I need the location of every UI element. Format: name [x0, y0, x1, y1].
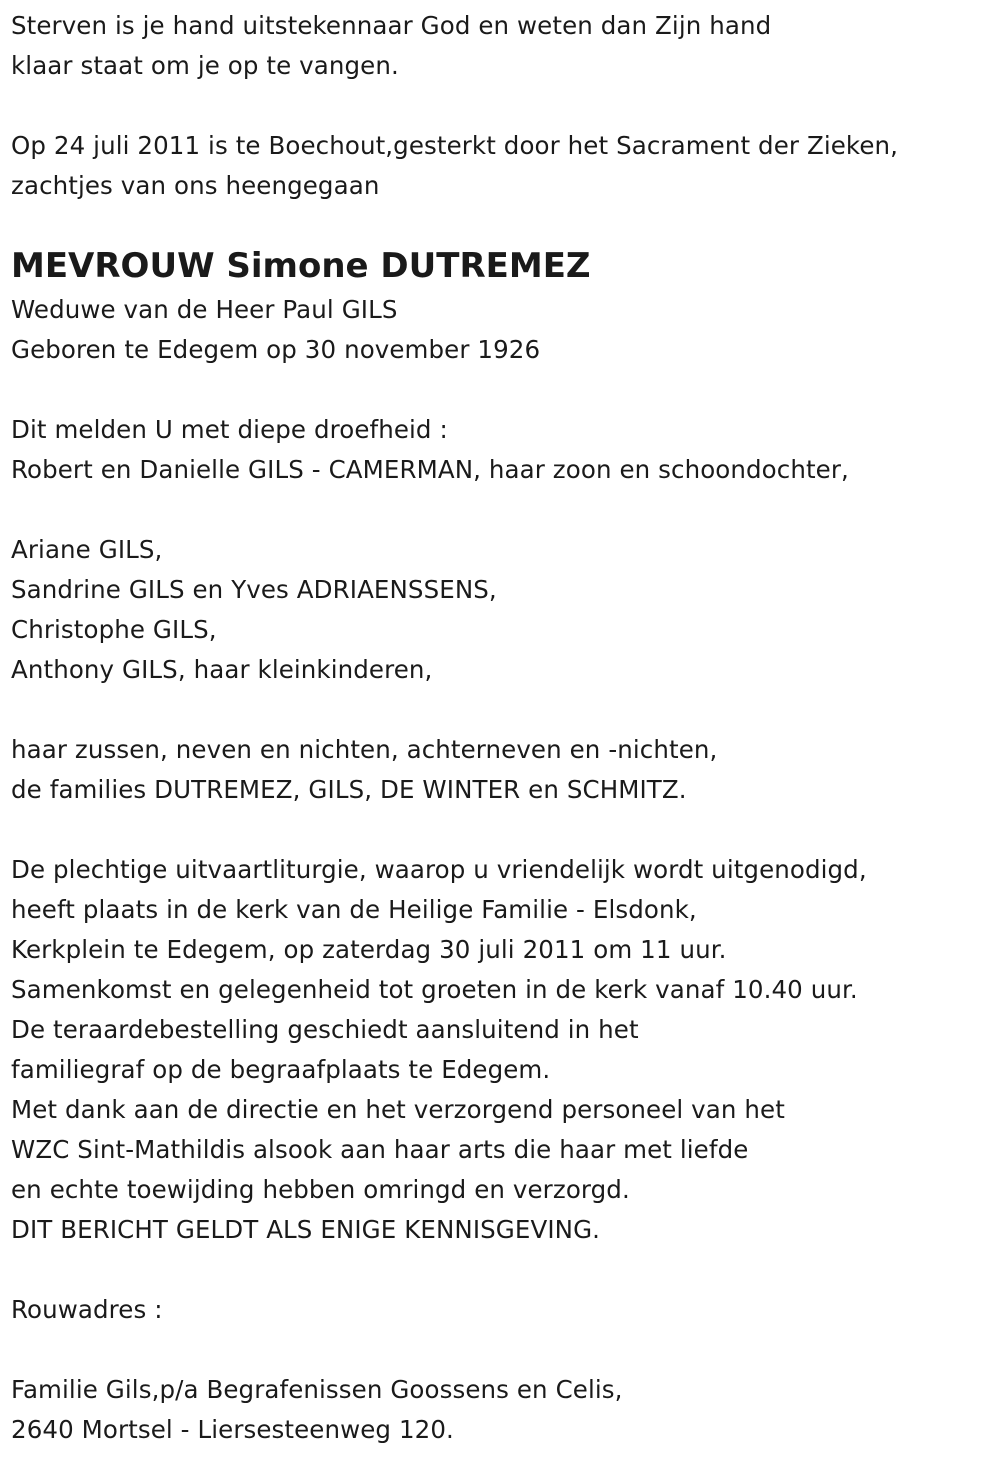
spacer	[11, 690, 991, 730]
spacer	[11, 1250, 991, 1290]
intro-quote-line-2: klaar staat om je op te vangen.	[11, 51, 399, 80]
grandchild-line: Christophe GILS,	[11, 615, 217, 644]
funeral-line: WZC Sint-Mathildis alsook aan haar arts die haar met liefde	[11, 1135, 749, 1164]
spacer	[11, 490, 991, 530]
widow-of-line: Weduwe van de Heer Paul GILS	[11, 295, 398, 324]
funeral-line: De teraardebestelling geschiedt aansluitend in het	[11, 1015, 639, 1044]
spacer	[11, 86, 991, 126]
death-announcement-line-1: Op 24 juli 2011 is te Boechout,gesterkt door het Sacrament der Zieken,	[11, 131, 899, 160]
spacer	[11, 810, 991, 850]
funeral-line: De plechtige uitvaartliturgie, waarop u vriendelijk wordt uitgenodigd,	[11, 855, 867, 884]
obituary-notice	[11, 6, 991, 1450]
family-announcement: Dit melden U met diepe droefheid :	[11, 415, 448, 444]
funeral-line: familiegraf op de begraafplaats te Edegem.	[11, 1055, 551, 1084]
death-announcement-line-2: zachtjes van ons heengegaan	[11, 171, 380, 200]
notice-statement: DIT BERICHT GELDT ALS ENIGE KENNISGEVING.	[11, 1215, 601, 1244]
grandchild-line: Anthony GILS, haar kleinkinderen,	[11, 655, 433, 684]
grandchild-line: Ariane GILS,	[11, 535, 163, 564]
spacer	[11, 1330, 991, 1370]
funeral-line: Kerkplein te Edegem, op zaterdag 30 juli 2011 om 11 uur.	[11, 935, 727, 964]
spacer	[11, 370, 991, 410]
birth-line: Geboren te Edegem op 30 november 1926	[11, 335, 541, 364]
relatives-line-1: haar zussen, neven en nichten, achterneven en -nichten,	[11, 735, 718, 764]
intro-quote-line-1: Sterven is je hand uitstekennaar God en weten dan Zijn hand	[11, 11, 772, 40]
funeral-line: Samenkomst en gelegenheid tot groeten in de kerk vanaf 10.40 uur.	[11, 975, 858, 1004]
funeral-line: Met dank aan de directie en het verzorgend personeel van het	[11, 1095, 785, 1124]
relatives-line-2: de families DUTREMEZ, GILS, DE WINTER en SCHMITZ.	[11, 775, 687, 804]
son-line: Robert en Danielle GILS - CAMERMAN, haar zoon en schoondochter,	[11, 455, 849, 484]
deceased-name: MEVROUW Simone DUTREMEZ	[11, 246, 591, 286]
funeral-line: en echte toewijding hebben omringd en verzorgd.	[11, 1175, 630, 1204]
address-line-1: Familie Gils,p/a Begrafenissen Goossens en Celis,	[11, 1375, 623, 1404]
funeral-line: heeft plaats in de kerk van de Heilige Familie - Elsdonk,	[11, 895, 697, 924]
address-line-2: 2640 Mortsel - Liersesteenweg 120.	[11, 1415, 454, 1444]
grandchild-line: Sandrine GILS en Yves ADRIAENSSENS,	[11, 575, 497, 604]
spacer	[11, 206, 991, 242]
address-label: Rouwadres :	[11, 1295, 163, 1324]
